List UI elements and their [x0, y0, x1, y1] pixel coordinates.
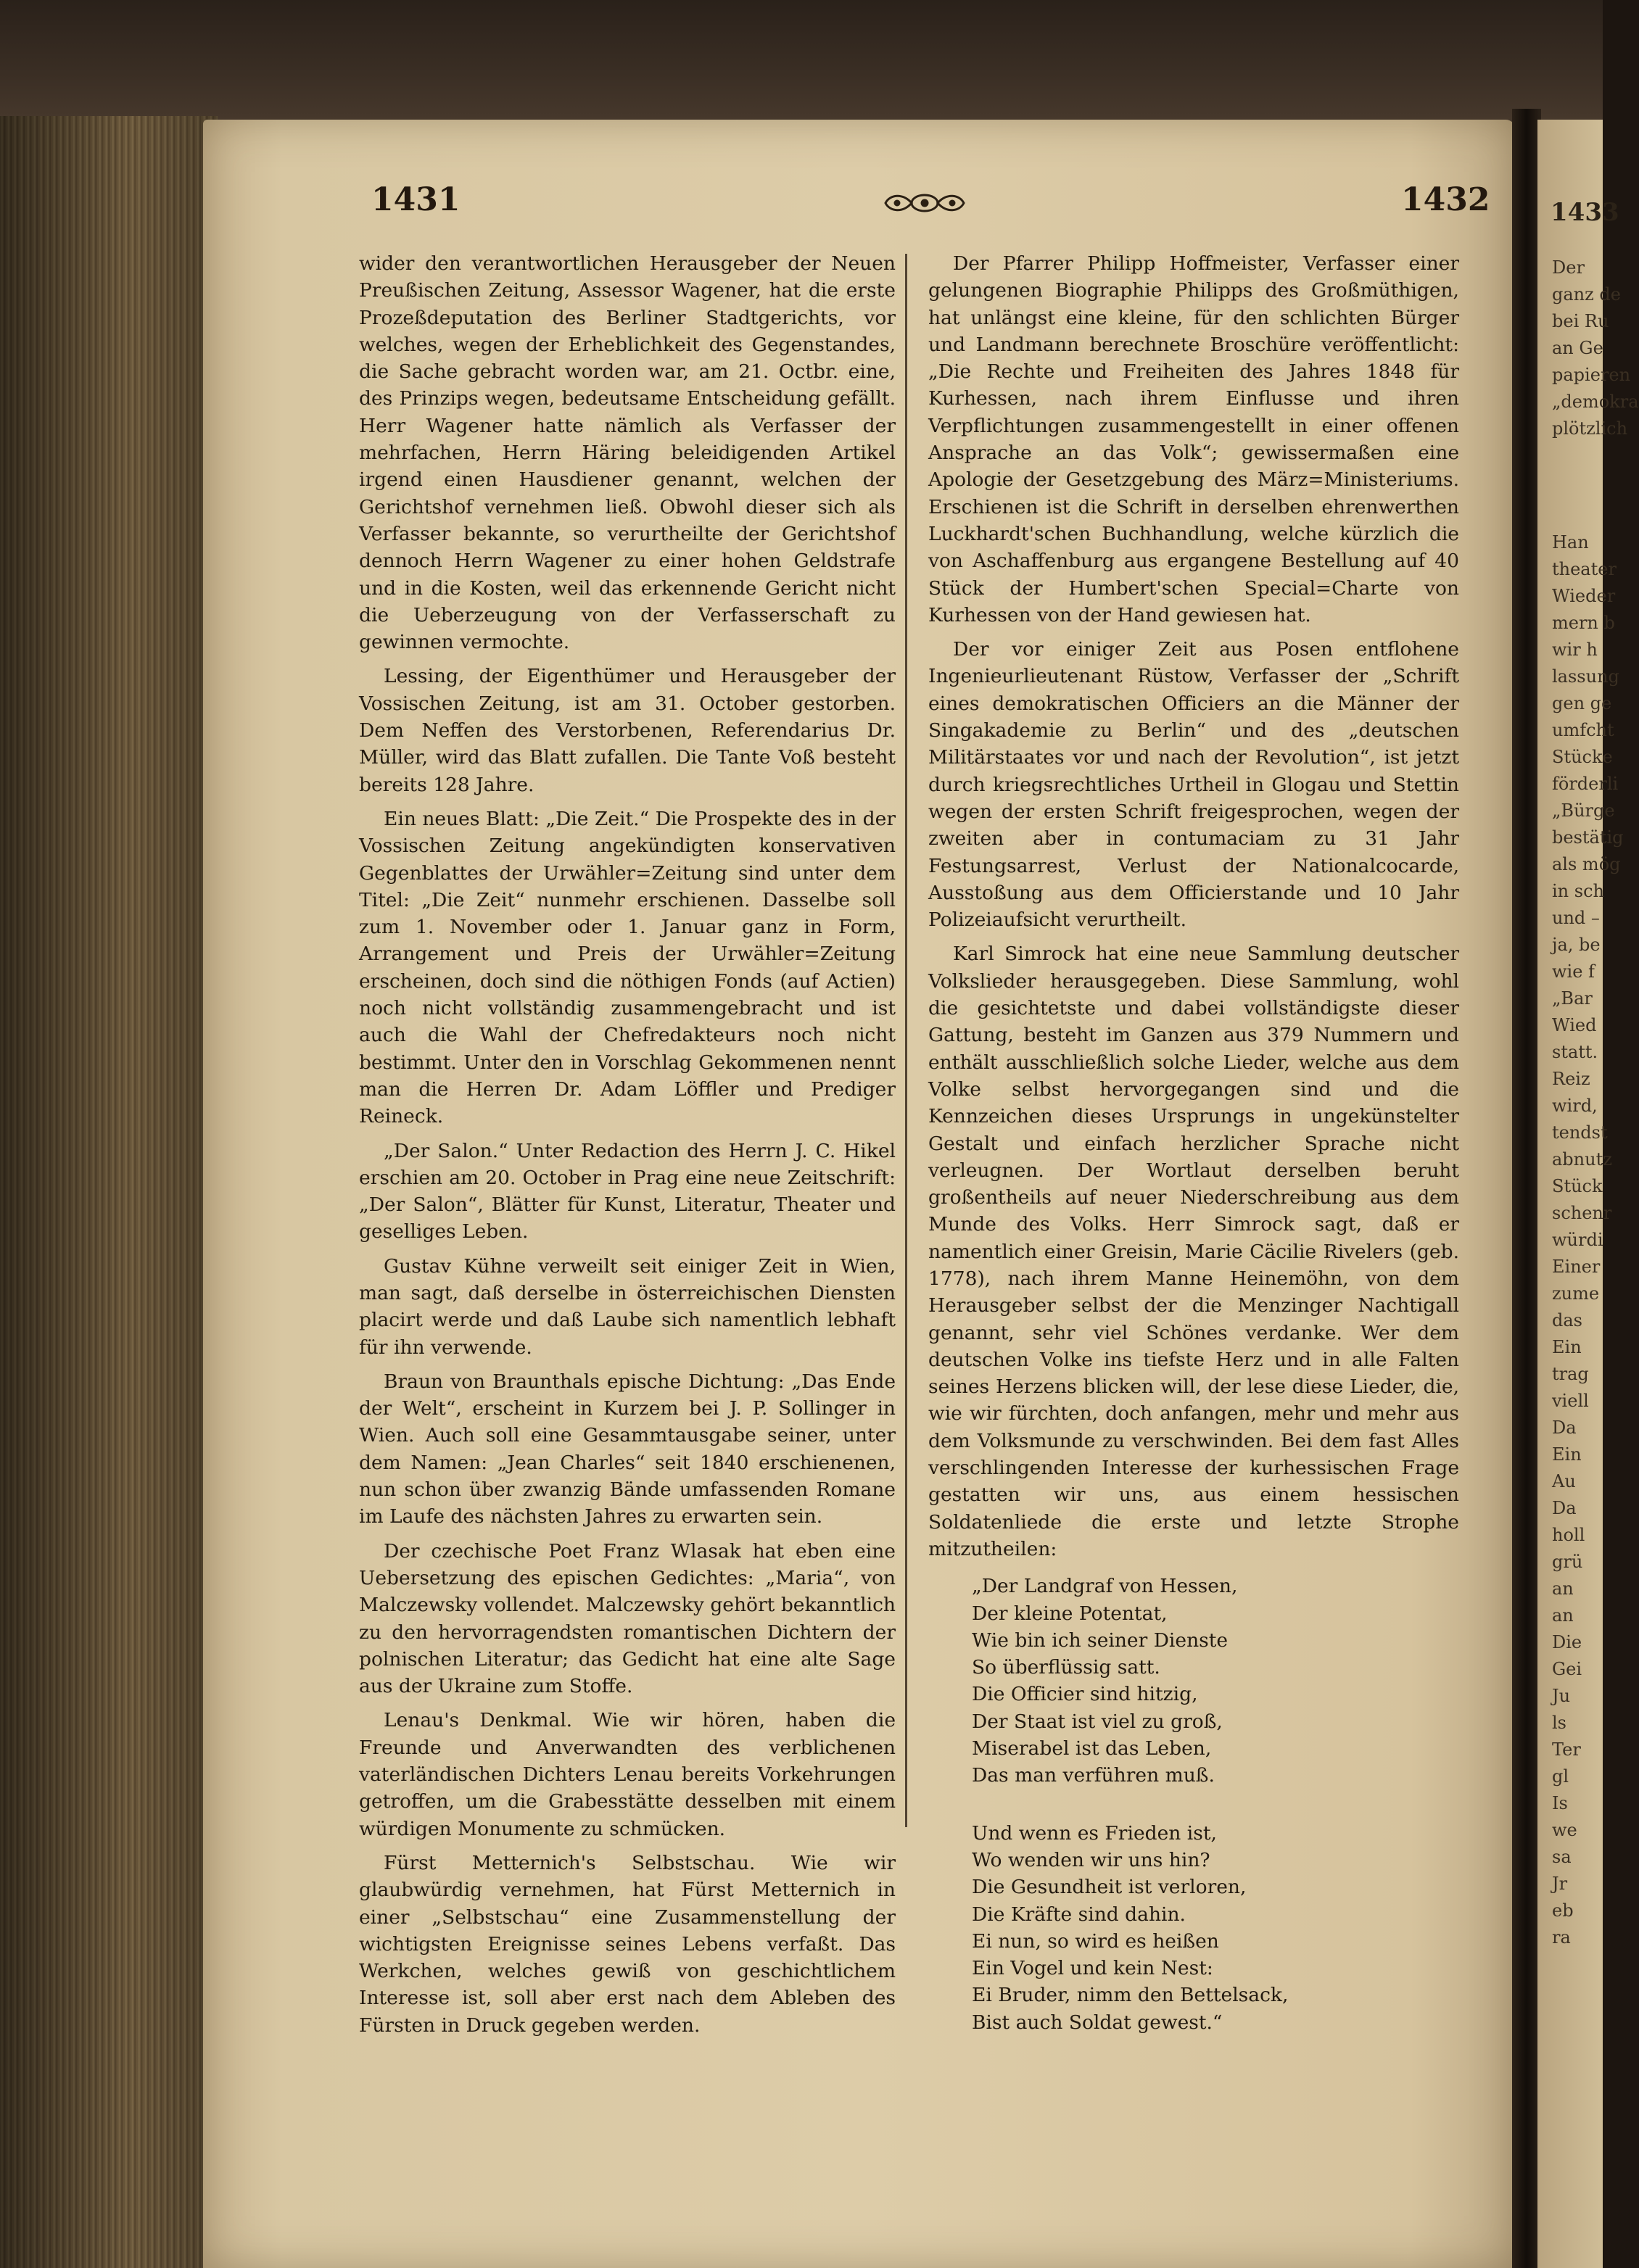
poem-line: Miserabel ist das Leben, [972, 1737, 1212, 1760]
poem-line: Die Officier sind hitzig, [972, 1683, 1198, 1706]
next-page-fragment: theater [1552, 559, 1617, 579]
poem-line: Ein Vogel und kein Nest: [972, 1957, 1213, 1980]
next-page-fragment: viell [1552, 1391, 1589, 1411]
article-simrock: Karl Simrock hat eine neue Sammlung deutscher Volkslieder herausgegeben. Diese Sammlung, wohl die gesichtetste und dabei vollständigste dieser Gattung, besteht im Ganzen aus 379 Nummern und enthält ausschließlich solche Lieder, welche aus dem Volke selbst hervorgegangen sind und die Kennzeichen dieses Ursprungs in ungekünstelter Gestalt und einfach herzlicher Sprache nicht verleugnen. Der Wortlaut derselben beruht großentheils auf neuer Niederschreibung aus dem Munde des Volks. Herr Simrock sagt, daß er namentlich einer Greisin, Marie Cäcilie Rivelers (geb. 1778), nach ihrem Manne Heinemöhn, von dem Herausgeber selbst der die Menzinger Nachtigall genannt, sehr viel Schönes verdanke. Wer dem deutschen Volke ins tiefste Herz und in alle Falten seines Herzens blicken will, der lese diese Lieder, die, wie wir fürchten, doch anfangen, mehr und mehr aus dem Volksmunde zu verschwinden. Bei dem fast Alles verschlingenden Interesse der kurhessischen Frage gestatten wir uns, aus einem hessischen Soldatenliede die erste und letzte Strophe mitzutheilen: [928, 943, 1459, 1560]
soldier-song-poem [972, 1573, 1459, 2036]
poem-line: Der kleine Potentat, [972, 1602, 1168, 1625]
next-page-fragment: gl [1552, 1766, 1569, 1787]
next-page-fragment: zume [1552, 1283, 1600, 1304]
left-column [359, 250, 896, 2046]
poem-line: Die Gesundheit ist verloren, [972, 1876, 1247, 1899]
next-page-fragment: trag [1552, 1364, 1589, 1384]
next-page-fragment: ra [1552, 1927, 1571, 1948]
next-page-fragment: Gei [1552, 1659, 1582, 1679]
poem-line: Bist auch Soldat gewest.“ [972, 2011, 1223, 2034]
next-page-fragment: an [1552, 1578, 1574, 1599]
article-metternich: Fürst Metternich's Selbstschau. Wie wir glaubwürdig vernehmen, hat Fürst Metternich in einer „Selbstschau“ eine Zusammenstellung der wichtigsten Ereignisse seines Lebens verfaßt. Das Werkchen, welches gewiß von geschichtlichem Interesse ist, soll aber erst nach dem Ableben des Fürsten in Druck gegeben werden. [359, 1851, 896, 2037]
next-page-fragment: Ju [1552, 1686, 1571, 1706]
poem-line: Ei Bruder, nimm den Bettelsack, [972, 1984, 1289, 2007]
next-page-fragment: Wieder [1552, 586, 1616, 606]
next-page-fragment: we [1552, 1820, 1577, 1840]
next-page-fragment: das [1552, 1310, 1582, 1330]
next-page-fragment: wird, [1552, 1096, 1598, 1116]
column-divider [905, 254, 907, 1827]
next-page-fragment: gen ge [1552, 693, 1612, 713]
book-binding-top [0, 0, 1603, 134]
next-page-fragment: grü [1552, 1552, 1583, 1572]
next-page-fragment: „demokra [1552, 392, 1639, 412]
next-page-edge [1537, 120, 1639, 2268]
next-page-fragment: Ein [1552, 1337, 1582, 1357]
page-number-next: 1433 [1551, 198, 1619, 227]
next-page-fragment: Stücke [1552, 747, 1613, 767]
next-page-fragment: Han [1552, 532, 1589, 552]
next-page-fragment: ls [1552, 1713, 1566, 1733]
next-page-fragment: tendst [1552, 1122, 1608, 1143]
book-page [203, 120, 1516, 2268]
poem-stanza-1 [972, 1573, 1459, 1789]
next-page-fragment: mern b [1552, 613, 1615, 633]
next-page-fragment: Ein [1552, 1444, 1582, 1465]
article-hoffmeister: Der Pfarrer Philipp Hoffmeister, Verfasser einer gelungenen Biographie Philipps des Großmüthigen, hat unlängst eine kleine, für den schlichten Bürger und Landmann berechnete Broschüre veröffentlicht: „Die Rechte und Freiheiten des Jahres 1848 für Kurhessen, nach ihrem Einflusse und ihren Verpflichtungen zusammengestellt in einer offenen Ansprache an das Volk“; gewissermaßen eine Apologie der Gesetzgebung des März=Ministeriums. Erschienen ist die Schrift in derselben ehrenwerthen Luckhardt'schen Buchhandlung, welche kürzlich die von Aschaffenburg aus ergangene Bestellung auf 40 Stück der Humbert'schen Special=Charte von Kurhessen von der Hand gewiesen hat. [928, 252, 1459, 626]
book-gutter [1512, 109, 1541, 2268]
next-page-fragment: Jr [1552, 1874, 1568, 1894]
page-number-right: 1432 [1401, 181, 1490, 218]
article-gustav-kuehne: Gustav Kühne verweilt seit einiger Zeit in Wien, man sagt, daß derselbe in österreichischen Diensten placirt werde und daß Laube sich namentlich lebhaft für ihn verwende. [359, 1254, 896, 1359]
poem-line: Der Staat ist viel zu groß, [972, 1710, 1223, 1733]
next-page-fragment: Der [1552, 257, 1585, 278]
poem-line: Ei nun, so wird es heißen [972, 1929, 1219, 1953]
next-page-fragment: als mög [1552, 854, 1621, 874]
article-braunthal: Braun von Braunthals epische Dichtung: „Das Ende der Welt“, erscheint in Kurzem bei J. P. Sollinger in Wien. Auch soll eine Gesammtausgabe seiner, unter dem Namen: „Jean Charles“ seit 1840 erschienenen, nun schon über zwanzig Bände umfassenden Romane im Laufe des nächsten Jahres zu erwarten sein. [359, 1370, 896, 1528]
next-page-fragment: an Ge [1552, 338, 1603, 358]
next-page-fragment: eb [1552, 1900, 1574, 1921]
next-page-fragment: Ter [1552, 1739, 1581, 1760]
next-page-fragment: statt. [1552, 1042, 1598, 1062]
next-page-fragment: Wied [1552, 1015, 1597, 1035]
next-page-fragment: Die [1552, 1632, 1582, 1652]
next-page-fragment: würdi [1552, 1230, 1603, 1250]
next-page-fragment: Au [1552, 1471, 1576, 1491]
next-page-fragment: in sch [1552, 881, 1604, 901]
poem-line: „Der Landgraf von Hessen, [972, 1575, 1238, 1598]
next-page-fragment: abnutz [1552, 1149, 1612, 1170]
next-page-fragment: förderli [1552, 774, 1619, 794]
article-wagener: wider den verantwortlichen Herausgeber der Neuen Preußischen Zeitung, Assessor Wagener, hat die erste Prozeßdeputation des Berliner Stadtgerichts, vor welches, wegen der Erheblichkeit des Gegenstandes, die Sache gebracht worden war, am 21. Octbr. eine, des Prinzips wegen, bedeutsame Entscheidung gefällt. Herr Wagener hatte nämlich als Verfasser der mehrfachen, Herrn Häring beleidigenden Artikel irgend einen Hausdiener genannt, welchen der Gerichtshof vernehmen ließ. Obwohl dieser sich als Verfasser bekannte, so verurtheilte der Gerichtshof dennoch Herrn Wagener zu einer hohen Geldstrafe und in die Kosten, weil das erkennende Gericht nicht die Ueberzeugung von der Verfasserschaft zu gewinnen vermochte. [359, 252, 896, 654]
next-page-fragment: schenr [1552, 1203, 1612, 1223]
poem-stanza-2 [972, 1820, 1459, 2036]
next-page-fragment: papieren [1552, 365, 1631, 385]
article-der-salon: „Der Salon.“ Unter Redaction des Herrn J. C. Hikel erschien am 20. October in Prag eine neue Zeitschrift: „Der Salon“, Blätter für Kunst, Literatur, Theater und geselliges Leben. [359, 1139, 896, 1243]
right-column [928, 250, 1459, 2066]
next-page-fragment: Reiz [1552, 1069, 1590, 1089]
next-page-fragment: und – [1552, 908, 1600, 928]
next-page-fragment: ganz de [1552, 284, 1621, 305]
poem-line: Und wenn es Frieden ist, [972, 1821, 1217, 1845]
next-page-fragment: Einer [1552, 1257, 1601, 1277]
next-page-fragment: Stück [1552, 1176, 1603, 1196]
header-ornament-icon [881, 189, 968, 218]
poem-line: So überflüssig satt. [972, 1656, 1160, 1679]
article-wlasak: Der czechische Poet Franz Wlasak hat eben eine Uebersetzung des epischen Gedichtes: „Maria“, von Malczewsky vollendet. Malczewsky gehört bekanntlich zu den hervorragendsten romantischen Dichtern der polnischen Literatur; das Gedicht hat eine alte Sage aus der Ukraine zum Stoffe. [359, 1539, 896, 1698]
next-page-fragment: sa [1552, 1847, 1572, 1867]
poem-line: Die Kräfte sind dahin. [972, 1903, 1186, 1926]
poem-line: Wie bin ich seiner Dienste [972, 1628, 1229, 1652]
next-page-fragment: ja, be [1552, 935, 1601, 955]
next-page-fragment: wir h [1552, 640, 1598, 660]
next-page-fragment: Da [1552, 1418, 1577, 1438]
article-lenau: Lenau's Denkmal. Wie wir hören, haben die Freunde und Anverwandten des verblichenen vaterländischen Dichters Lenau bereits Vorkehrungen getroffen, um die Grabesstätte desselben mit einem würdigen Monumente zu schmücken. [359, 1709, 896, 1840]
article-ruestow: Der vor einiger Zeit aus Posen entflohene Ingenieurlieutenant Rüstow, Verfasser der „Schrift eines demokratischen Officiers an die Männer der Singakademie zu Berlin“ und des „deutschen Militärstaates vor und nach der Revolution“, ist jetzt durch kriegsrechtliches Urtheil in Glogau und Stettin wegen der ersten Schrift freigesprochen, wegen der zweiten aber in contumaciam zu 31 Jahr Festungsarrest, Verlust der Nationalcocarde, Ausstoßung aus dem Officierstande und 10 Jahr Polizeiaufsicht verurtheilt. [928, 638, 1459, 932]
next-page-fragment: an [1552, 1605, 1574, 1626]
page-number-left: 1431 [371, 181, 461, 218]
next-page-fragment: plötzlich [1552, 418, 1628, 439]
poem-line: Wo wenden wir uns hin? [972, 1848, 1210, 1871]
article-die-zeit: Ein neues Blatt: „Die Zeit.“ Die Prospekte des in der Vossischen Zeitung angekündigten konservativen Gegenblattes der Urwähler=Zeitung sind unter dem Titel: „Die Zeit“ nunmehr erschienen. Dasselbe soll zum 1. November oder 1. Januar ganz in Form, Arrangement und Preis der Urwähler=Zeitung erscheinen, doch sind die nöthigen Fonds (auf Actien) noch nicht vollständig zusammengebracht und ist auch die Wahl der Chefredakteurs noch nicht bestimmt. Unter den in Vorschlag Gekommenen nennt man die Herren Dr. Adam Löffler und Prediger Reineck. [359, 807, 896, 1128]
article-lessing: Lessing, der Eigenthümer und Herausgeber der Vossischen Zeitung, ist am 31. October gestorben. Dem Neffen des Verstorbenen, Referendarius Dr. Müller, wird das Blatt zufallen. Die Tante Voß besteht bereits 128 Jahre. [359, 665, 896, 796]
next-page-fragment: umfcht [1552, 720, 1614, 740]
next-page-fragment: Is [1552, 1793, 1568, 1813]
page-edge-stack [0, 116, 218, 2268]
next-page-fragment: bei Ru [1552, 311, 1609, 331]
next-page-fragment: Da [1552, 1498, 1577, 1518]
next-page-fragment: holl [1552, 1525, 1585, 1545]
next-page-fragment: bestätig [1552, 827, 1624, 848]
next-page-fragment: lassung [1552, 666, 1619, 687]
poem-line: Das man verführen muß. [972, 1764, 1215, 1787]
next-page-fragment: „Bar [1552, 988, 1593, 1009]
next-page-fragment: „Bürge [1552, 800, 1615, 821]
next-page-fragment: wie f [1552, 961, 1595, 982]
